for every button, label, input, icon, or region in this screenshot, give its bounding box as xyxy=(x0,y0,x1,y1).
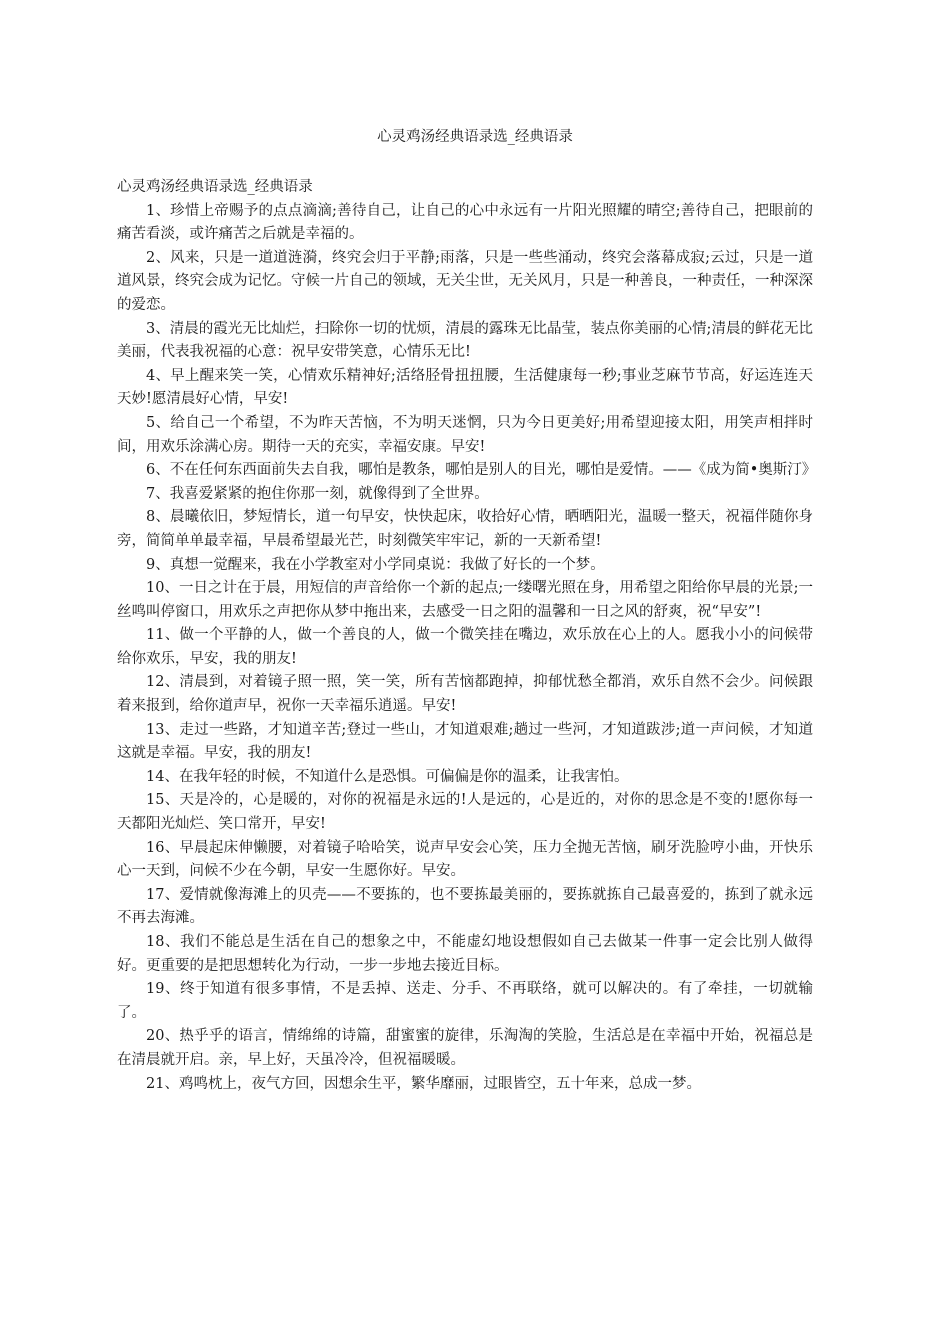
quote-paragraph: 3、清晨的霞光无比灿烂，扫除你一切的忧烦，清晨的露珠无比晶莹，装点你美丽的心情;清晨的鲜花无比美丽，代表我祝福的心意：祝早安带笑意，心情乐无比! xyxy=(117,320,813,361)
quote-paragraph: 10、一日之计在于晨，用短信的声音给你一个新的起点;一缕曙光照在身，用希望之阳给你早晨的光景;一丝鸣叫停窗口，用欢乐之声把你从梦中拖出来，去感受一日之阳的温馨和一日之风的舒爽，祝“早安”! xyxy=(117,580,813,620)
quote-paragraph: 6、不在任何东西面前失去自我，哪怕是教条，哪怕是别人的目光，哪怕是爱情。——《成为简•奥斯汀》 xyxy=(146,462,817,479)
page-title: 心灵鸡汤经典语录选_经典语录 xyxy=(377,129,573,145)
quote-paragraph: 8、晨曦依旧，梦短情长，道一句早安，快快起床，收拾好心情，晒晒阳光，温暖一整天，祝福伴随你身旁，简简单单最幸福，早晨希望最光芒，时刻微笑牢牢记，新的一天新希望! xyxy=(117,509,813,549)
quote-paragraph: 11、做一个平静的人，做一个善良的人，做一个微笑挂在嘴边，欢乐放在心上的人。愿我小小的问候带给你欢乐，早安，我的朋友! xyxy=(117,627,813,667)
quote-paragraph: 5、给自己一个希望，不为昨天苦恼，不为明天迷惘，只为今日更美好;用希望迎接太阳，用笑声相拌时间，用欢乐涂满心房。期待一天的充实，幸福安康。早安! xyxy=(117,414,813,455)
quote-paragraph: 17、爱情就像海滩上的贝壳——不要拣的，也不要拣最美丽的，要拣就拣自己最喜爱的，拣到了就永远不再去海滩。 xyxy=(117,886,813,927)
quote-paragraph: 15、天是冷的，心是暖的，对你的祝福是永远的!人是远的，心是近的，对你的思念是不变的!愿你每一天都阳光灿烂、笑口常开，早安! xyxy=(117,792,813,833)
quote-paragraph: 4、早上醒来笑一笑，心情欢乐精神好;活络胫骨扭扭腰，生活健康每一秒;事业芝麻节节高，好运连连天天妙!愿清晨好心情，早安! xyxy=(117,367,813,408)
quote-paragraph: 14、在我年轻的时候，不知道什么是恐惧。可偏偏是你的温柔，让我害怕。 xyxy=(146,768,629,785)
quote-paragraph: 16、早晨起床伸懒腰，对着镜子哈哈笑，说声早安会心笑，压力全抛无苦恼，刷牙洗脸哼小曲，开快乐心一天到，问候不少在今朝，早安一生愿你好。早安。 xyxy=(117,839,813,880)
quote-paragraph: 7、我喜爱紧紧的抱住你那一刻，就像得到了全世界。 xyxy=(146,485,489,502)
document-body xyxy=(117,176,817,1096)
quote-paragraph: 13、走过一些路，才知道辛苦;登过一些山，才知道艰难;趟过一些河，才知道跋涉;道一声问候，才知道这就是幸福。早安，我的朋友! xyxy=(117,721,813,762)
quote-paragraph: 18、我们不能总是生活在自己的想象之中，不能虚幻地设想假如自己去做某一件事一定会比别人做得好。更重要的是把思想转化为行动，一步一步地去接近目标。 xyxy=(117,934,813,974)
quote-paragraph: 12、清晨到，对着镜子照一照，笑一笑，所有苦恼都跑掉，抑郁忧愁全都消，欢乐自然不会少。问候跟着来报到，给你道声早，祝你一天幸福乐逍遥。早安! xyxy=(117,674,813,715)
quote-paragraph: 20、热乎乎的语言，情绵绵的诗篇，甜蜜蜜的旋律，乐淘淘的笑脸，生活总是在幸福中开始，祝福总是在清晨就开启。亲，早上好，天虽冷冷，但祝福暖暖。 xyxy=(117,1028,813,1068)
quote-paragraph: 2、风来，只是一道道涟漪，终究会归于平静;雨落，只是一些些涌动，终究会落幕成寂;云过，只是一道道风景，终究会成为记忆。守候一片自己的领域，无关尘世，无关风月，只是一种善良，一种责任，一种深深的爱恋。 xyxy=(117,249,813,313)
quote-paragraph: 19、终于知道有很多事情，不是丢掉、送走、分手、不再联络，就可以解决的。有了牵挂，一切就输了。 xyxy=(117,981,813,1021)
quote-paragraph: 9、真想一觉醒来，我在小学教室对小学同桌说：我做了好长的一个梦。 xyxy=(146,556,605,573)
document-subtitle: 心灵鸡汤经典语录选_经典语录 xyxy=(117,179,313,195)
quote-paragraph: 21、鸡鸣枕上，夜气方回，因想余生平，繁华靡丽，过眼皆空，五十年来，总成一梦。 xyxy=(146,1075,701,1092)
quote-paragraph: 1、珍惜上帝赐予的点点滴滴;善待自己，让自己的心中永远有一片阳光照耀的晴空;善待自己，把眼前的痛苦看淡，或许痛苦之后就是幸福的。 xyxy=(117,202,813,243)
